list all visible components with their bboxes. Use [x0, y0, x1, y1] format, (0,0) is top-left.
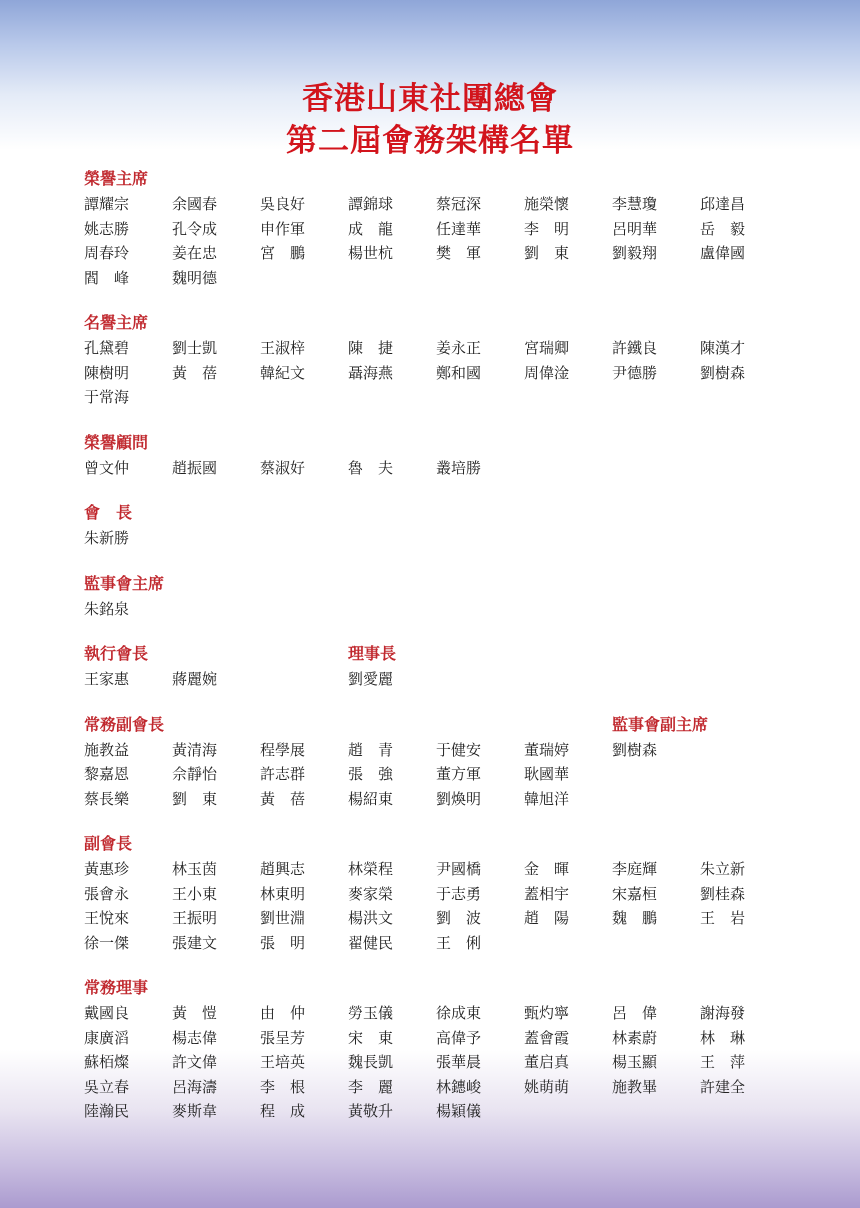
member-name: 董瑞婷 [524, 740, 570, 759]
section-heading-row [84, 166, 804, 192]
member-name: 張華晨 [436, 1053, 482, 1071]
member-name: 翟健民 [348, 933, 394, 952]
member-name: 鄭和國 [436, 363, 482, 382]
member-name: 周偉淦 [524, 363, 570, 382]
member-name: 聶海燕 [348, 363, 394, 382]
member-name: 李 根 [260, 1077, 306, 1096]
member-name: 程學展 [260, 740, 306, 759]
member-name: 朱銘泉 [84, 599, 130, 618]
member-name: 劉毅翔 [612, 244, 658, 262]
name-grid [84, 192, 804, 290]
member-name: 李 麗 [348, 1077, 394, 1096]
member-name: 戴國良 [84, 1004, 130, 1022]
member-name: 高偉予 [436, 1028, 482, 1047]
section [84, 712, 804, 812]
member-name: 王振明 [172, 909, 218, 927]
member-name: 許建全 [700, 1077, 746, 1096]
member-name: 劉樹森 [700, 363, 746, 382]
name-grid [84, 1001, 804, 1124]
member-name: 由 仲 [260, 1004, 306, 1022]
member-name: 王淑梓 [260, 339, 306, 357]
member-name: 申作軍 [260, 219, 306, 238]
name-grid [84, 456, 804, 481]
member-name: 劉樹森 [612, 740, 658, 759]
grid-spacer [700, 762, 788, 787]
member-name: 張會永 [84, 884, 130, 903]
member-name: 楊洪文 [348, 909, 394, 927]
section-heading-row [84, 831, 804, 857]
section-heading-row [84, 712, 804, 738]
member-name: 韓旭洋 [524, 789, 570, 808]
member-name: 黃惠珍 [84, 860, 130, 878]
section-heading: 執行會長 [84, 644, 149, 663]
member-name: 許志群 [260, 765, 306, 783]
member-name: 譚耀宗 [84, 195, 130, 213]
member-name: 林玉茵 [172, 860, 218, 878]
member-name: 王 岩 [700, 909, 746, 927]
member-name: 宋嘉桓 [612, 884, 658, 903]
member-name: 任達華 [436, 219, 482, 238]
section-heading: 常務副會長 [84, 714, 165, 734]
section-heading-row [84, 571, 804, 597]
member-name: 楊世杭 [348, 244, 394, 262]
member-name: 蔡長樂 [84, 789, 130, 808]
member-name: 魏明德 [172, 268, 218, 287]
member-name: 于健安 [436, 740, 482, 759]
member-name: 蔡淑好 [260, 458, 306, 477]
section-heading-row [84, 430, 804, 456]
member-name: 蘇栢燦 [84, 1053, 130, 1071]
member-name: 陳樹明 [84, 363, 130, 382]
member-name: 吳良好 [260, 195, 306, 213]
name-grid [84, 667, 804, 692]
member-name: 董方軍 [436, 765, 482, 783]
name-grid [84, 597, 804, 622]
member-name: 叢培勝 [436, 458, 482, 477]
member-name: 徐成東 [436, 1004, 482, 1022]
member-name: 王小東 [172, 884, 218, 903]
member-name: 李庭輝 [612, 860, 658, 878]
member-name: 麥斯韋 [172, 1102, 218, 1120]
member-name: 宮 鵬 [260, 244, 306, 262]
member-name: 呂明華 [612, 219, 658, 238]
member-name: 趙振國 [172, 458, 218, 477]
member-name: 岳 毅 [700, 219, 746, 238]
member-name: 蓋相宇 [524, 884, 570, 903]
member-name: 董启真 [524, 1053, 570, 1071]
member-name: 劉世淵 [260, 909, 306, 927]
member-name: 劉桂森 [700, 884, 746, 903]
member-name: 許文偉 [172, 1053, 218, 1071]
member-name: 劉 東 [524, 244, 570, 262]
member-name: 譚錦球 [348, 195, 394, 213]
name-grid [84, 526, 804, 551]
member-name: 王 俐 [436, 933, 482, 952]
section [84, 500, 804, 551]
member-name: 尹國橋 [436, 860, 482, 878]
member-name: 王培英 [260, 1053, 306, 1071]
member-name: 許鐵良 [612, 339, 658, 357]
member-name: 楊紹東 [348, 789, 394, 808]
section-heading-row [84, 975, 804, 1001]
document-title [0, 78, 860, 162]
section-heading: 榮譽顧問 [84, 432, 149, 452]
member-name: 閻 峰 [84, 268, 130, 287]
section-heading-row [84, 310, 804, 336]
member-name: 呂 偉 [612, 1004, 658, 1022]
section-heading: 常務理事 [84, 978, 149, 997]
member-name: 黎嘉恩 [84, 765, 130, 783]
section-heading: 榮譽主席 [84, 169, 149, 188]
member-name: 姜永正 [436, 339, 482, 357]
member-name: 黃 蓓 [260, 789, 306, 808]
member-name: 王家惠 [84, 670, 130, 688]
member-name: 宮瑞卿 [524, 339, 570, 357]
member-name: 魯 夫 [348, 458, 394, 477]
title-line-1: 香港山東社團總會 [302, 81, 558, 117]
member-name: 林素蔚 [612, 1028, 658, 1047]
name-grid [84, 857, 804, 955]
member-name: 金 暉 [524, 860, 570, 878]
name-grid [84, 738, 804, 812]
member-name: 趙 陽 [524, 909, 570, 927]
section [84, 571, 804, 622]
member-name: 盧偉國 [700, 244, 746, 262]
member-name: 尹德勝 [612, 363, 658, 382]
member-name: 陳 捷 [348, 339, 394, 357]
member-name: 周春玲 [84, 244, 130, 262]
member-name: 耿國華 [524, 765, 570, 783]
member-name: 趙 青 [348, 740, 394, 759]
section-heading: 會 長 [84, 503, 133, 522]
member-name: 王悅來 [84, 909, 130, 927]
member-name: 朱立新 [700, 860, 746, 878]
member-name: 成 龍 [348, 219, 394, 238]
section-heading: 理事長 [348, 644, 397, 663]
grid-spacer [612, 762, 700, 787]
member-name: 吳立春 [84, 1077, 130, 1096]
member-name: 孔黛碧 [84, 339, 130, 357]
member-name: 謝海發 [700, 1004, 746, 1022]
section [84, 310, 804, 410]
member-name: 施榮懷 [524, 195, 570, 213]
member-name: 李 明 [524, 219, 570, 238]
name-grid [84, 336, 804, 410]
member-name: 施教畢 [612, 1077, 658, 1096]
section-heading-row [84, 641, 804, 667]
member-name: 楊穎儀 [436, 1102, 482, 1120]
member-name: 黃 蓓 [172, 363, 218, 382]
member-name: 楊志偉 [172, 1028, 218, 1047]
member-name: 張 強 [348, 765, 394, 783]
member-list [84, 166, 804, 1144]
member-name: 張呈芳 [260, 1028, 306, 1047]
member-name: 劉 波 [436, 909, 482, 927]
section-heading: 副會長 [84, 834, 133, 853]
member-name: 林鏸峻 [436, 1077, 482, 1096]
section [84, 166, 804, 290]
title-line-2: 第二屆會務架構名單 [286, 123, 574, 159]
member-name: 呂海濤 [172, 1077, 218, 1096]
member-name: 陳漢才 [700, 339, 746, 357]
member-name: 宋 東 [348, 1028, 394, 1047]
member-name: 劉煥明 [436, 789, 482, 808]
member-name: 佘靜怡 [172, 765, 218, 783]
member-name: 孔令成 [172, 219, 218, 238]
member-name: 姜在忠 [172, 244, 218, 262]
member-name: 朱新勝 [84, 529, 130, 547]
section [84, 430, 804, 481]
member-name: 麥家榮 [348, 884, 394, 903]
member-name: 蔡冠深 [436, 195, 482, 213]
member-name: 康廣滔 [84, 1028, 130, 1047]
member-name: 余國春 [172, 195, 218, 213]
member-name: 王 萍 [700, 1053, 746, 1071]
member-name: 勞玉儀 [348, 1004, 394, 1022]
member-name: 李慧瓊 [612, 195, 658, 213]
member-name: 蔣麗婉 [172, 670, 218, 688]
member-name: 張建文 [172, 933, 218, 952]
member-name: 陸瀚民 [84, 1102, 130, 1120]
member-name: 施教益 [84, 740, 130, 759]
section [84, 641, 804, 692]
member-name: 韓紀文 [260, 363, 306, 382]
member-name: 林榮程 [348, 860, 394, 878]
member-name: 劉 東 [172, 789, 218, 808]
member-name: 魏 鵬 [612, 909, 658, 927]
section-heading-row [84, 500, 804, 526]
member-name: 林東明 [260, 884, 306, 903]
section [84, 831, 804, 955]
member-name: 黃敬升 [348, 1102, 394, 1120]
member-name: 曾文仲 [84, 458, 130, 477]
member-name: 劉士凱 [172, 339, 218, 357]
member-name: 劉愛麗 [348, 670, 394, 688]
member-name: 黃清海 [172, 740, 218, 759]
member-name: 魏長凱 [348, 1053, 394, 1071]
member-name: 于常海 [84, 388, 130, 406]
member-name: 徐一傑 [84, 933, 130, 952]
section-heading: 監事會副主席 [612, 714, 709, 734]
grid-spacer [260, 667, 348, 692]
member-name: 邱達昌 [700, 195, 746, 213]
section [84, 975, 804, 1124]
member-name: 于志勇 [436, 884, 482, 903]
section-heading: 監事會主席 [84, 573, 165, 593]
member-name: 程 成 [260, 1102, 306, 1120]
member-name: 趙興志 [260, 860, 306, 878]
member-name: 樊 軍 [436, 244, 482, 262]
member-name: 甄灼寧 [524, 1004, 570, 1022]
member-name: 黃 愷 [172, 1004, 218, 1022]
section-heading: 名譽主席 [84, 313, 149, 332]
member-name: 蓋會霞 [524, 1028, 570, 1047]
member-name: 林 琳 [700, 1028, 746, 1047]
member-name: 姚志勝 [84, 219, 130, 238]
member-name: 姚萌萌 [524, 1077, 570, 1096]
member-name: 楊玉顯 [612, 1053, 658, 1071]
member-name: 張 明 [260, 933, 306, 952]
grid-spacer [700, 738, 788, 763]
